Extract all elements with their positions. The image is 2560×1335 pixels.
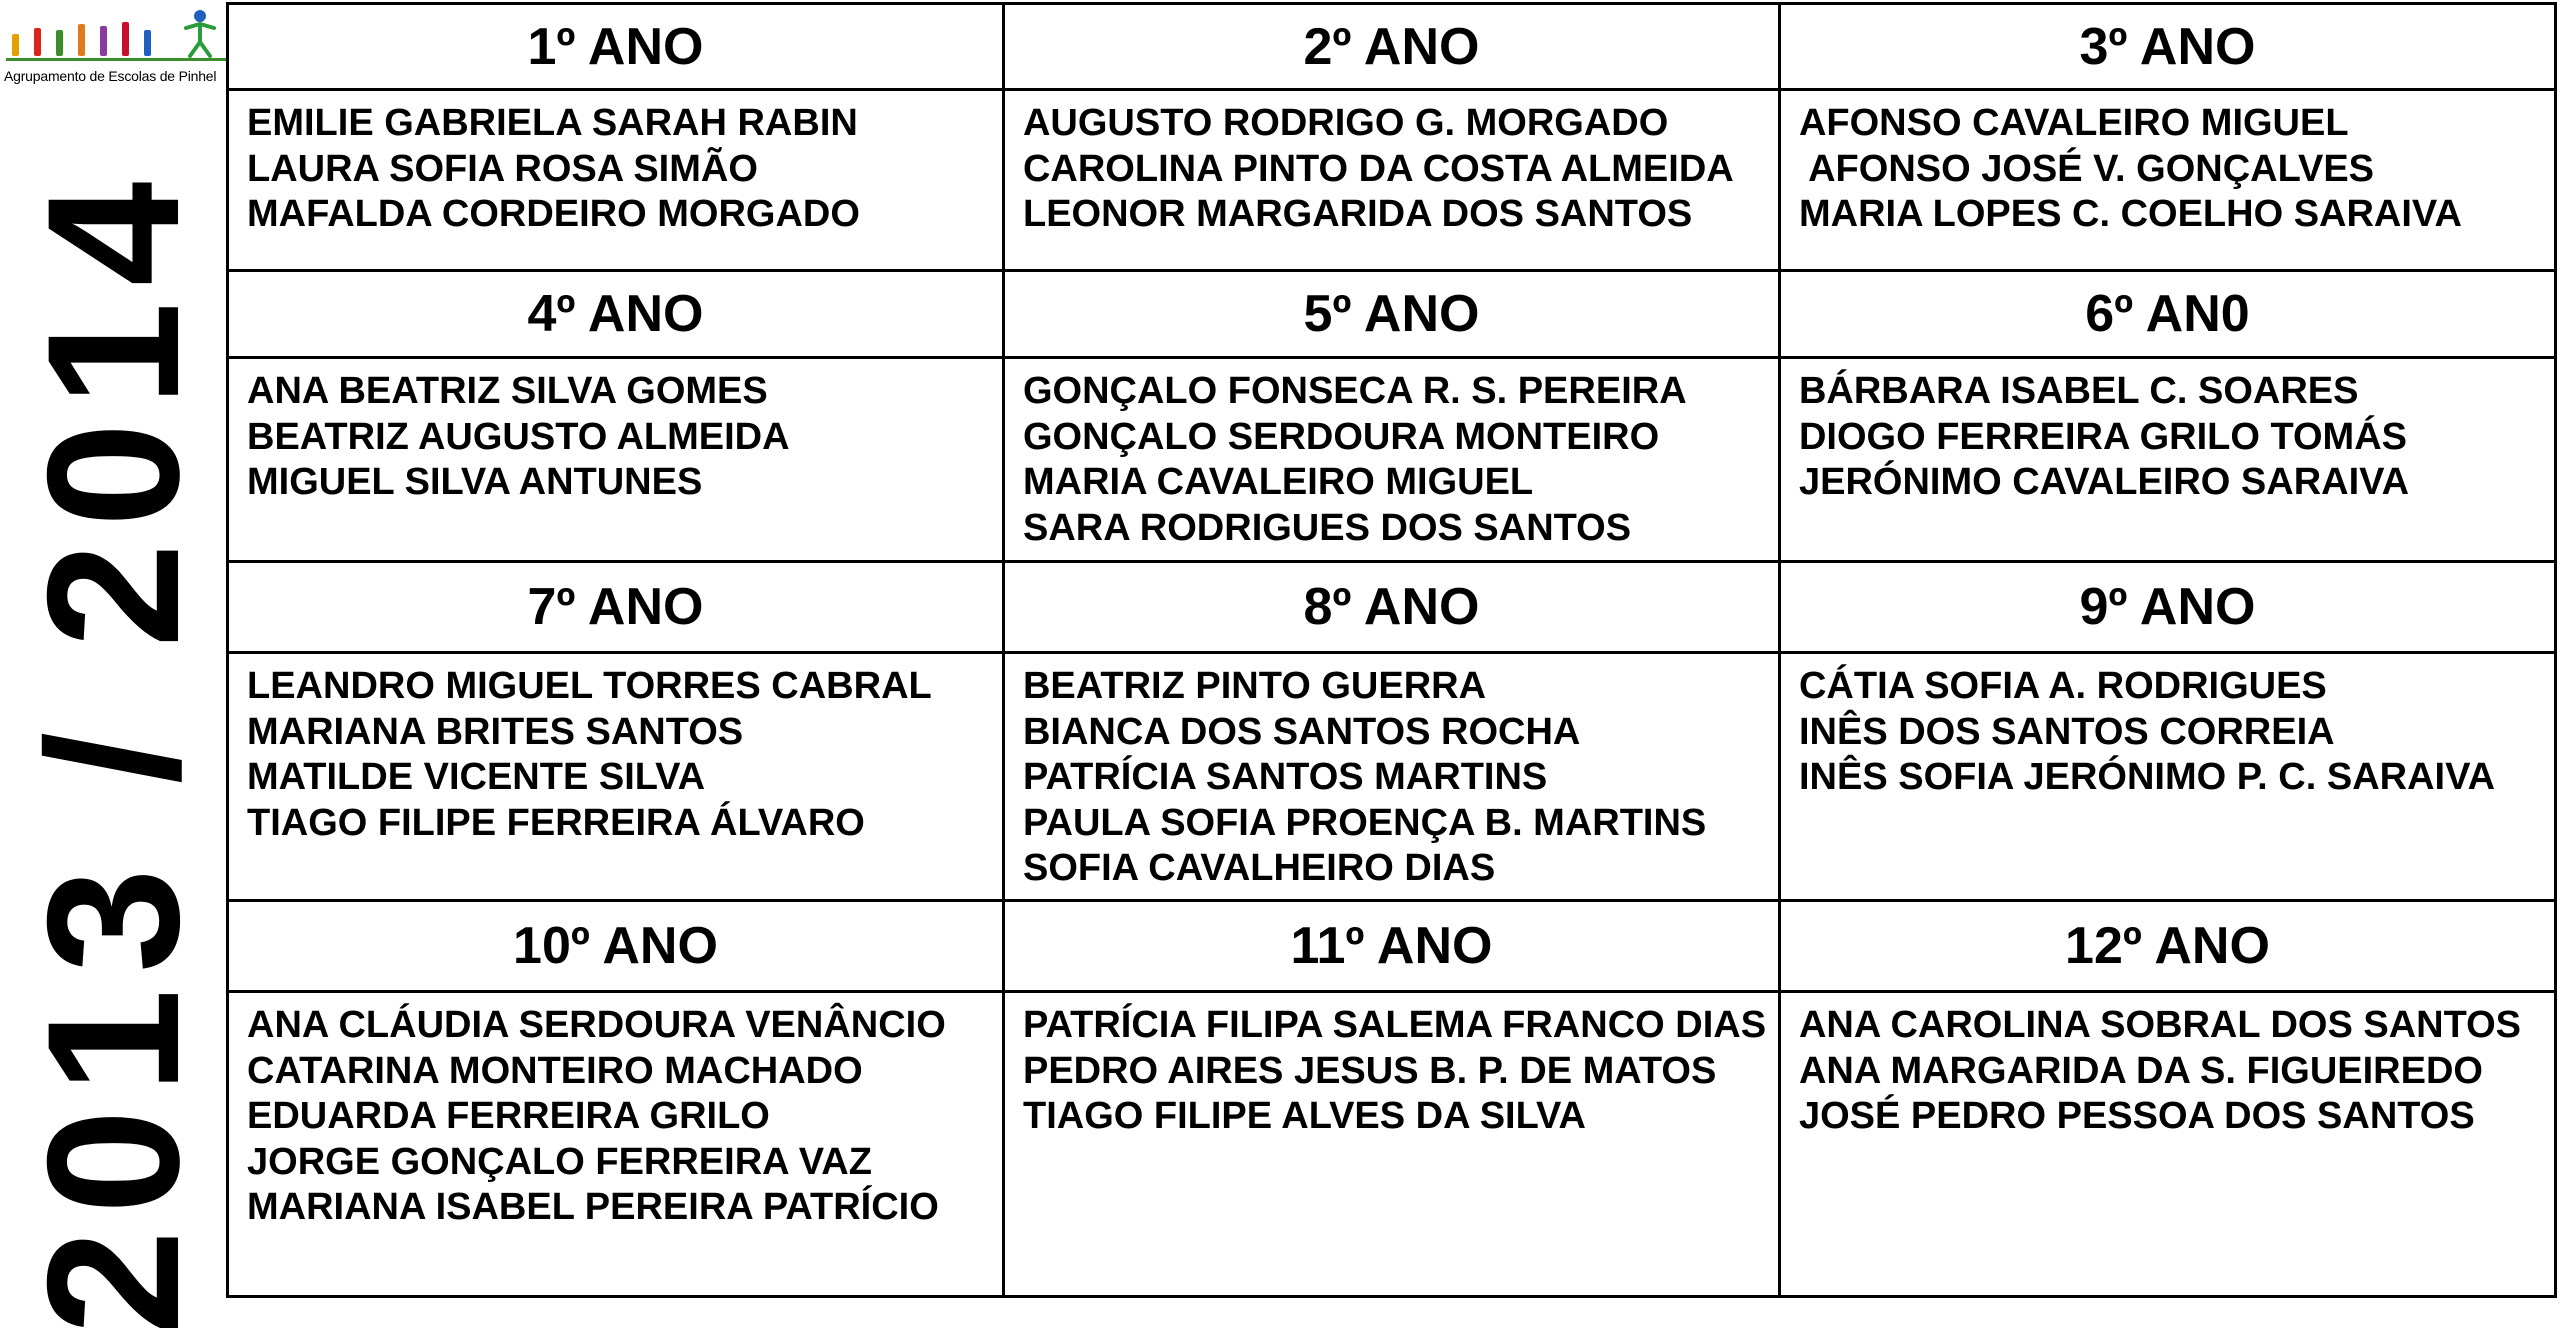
names-cell	[1003, 358, 1779, 562]
names-cell	[228, 90, 1004, 271]
student-name: ANA CLÁUDIA SERDOURA VENÂNCIO	[247, 1004, 946, 1046]
names-cell	[1003, 992, 1779, 1297]
student-name: EMILIE GABRIELA SARAH RABIN	[247, 102, 858, 144]
student-list	[1781, 654, 2554, 801]
student-name: LAURA SOFIA ROSA SIMÃO	[247, 147, 758, 190]
student-name: AFONSO CAVALEIRO MIGUEL	[1798, 102, 2349, 144]
student-name: TIAGO FILIPE FERREIRA ÁLVARO	[247, 801, 865, 844]
student-name: INÊS DOS SANTOS CORREIA	[1798, 710, 2335, 753]
student-name: LEANDRO MIGUEL TORRES CABRAL	[247, 665, 932, 707]
student-name: AUGUSTO RODRIGO G. MORGADO	[1022, 102, 1669, 144]
student-list	[229, 359, 1002, 506]
grade-header-row	[228, 271, 2556, 358]
student-name: INÊS SOFIA JERÓNIMO P. C. SARAIVA	[1798, 756, 2496, 798]
names-cell	[1779, 90, 2555, 271]
student-list	[1005, 359, 1778, 551]
student-name: CATARINA MONTEIRO MACHADO	[247, 1049, 863, 1092]
student-name: MARIA LOPES C. COELHO SARAIVA	[1798, 193, 2462, 235]
student-name: CAROLINA PINTO DA COSTA ALMEIDA	[1022, 147, 1734, 190]
student-name: EDUARDA FERREIRA GRILO	[247, 1095, 770, 1137]
awards-table	[226, 2, 2557, 1298]
student-name: ANA BEATRIZ SILVA GOMES	[247, 370, 768, 412]
grade-header-row	[228, 562, 2556, 653]
student-name: GONÇALO FONSECA R. S. PEREIRA	[1022, 370, 1687, 412]
student-name: PATRÍCIA SANTOS MARTINS	[1022, 756, 1548, 798]
grade-title: 6º AN0	[1779, 271, 2555, 358]
student-name: MATILDE VICENTE SILVA	[247, 756, 706, 798]
grade-title: 2º ANO	[1003, 4, 1779, 90]
student-name: SOFIA CAVALHEIRO DIAS	[1022, 847, 1496, 889]
student-name: CÁTIA SOFIA A. RODRIGUES	[1798, 665, 2327, 707]
names-row	[228, 653, 2556, 901]
school-logo	[0, 0, 226, 90]
names-cell	[1779, 992, 2555, 1297]
pencils-logo-icon	[6, 6, 226, 66]
student-name: TIAGO FILIPE ALVES DA SILVA	[1022, 1095, 1586, 1137]
names-row	[228, 90, 2556, 271]
student-name: JOSÉ PEDRO PESSOA DOS SANTOS	[1798, 1095, 2475, 1137]
grade-title: 12º ANO	[1779, 901, 2555, 992]
names-cell	[1779, 653, 2555, 901]
grade-header-row	[228, 901, 2556, 992]
school-year-text: 2013 / 2014	[8, 165, 218, 1335]
names-cell	[228, 653, 1004, 901]
student-name: DIOGO FERREIRA GRILO TOMÁS	[1798, 415, 2407, 458]
student-list	[1781, 993, 2554, 1140]
names-row	[228, 992, 2556, 1297]
student-name: ANA CAROLINA SOBRAL DOS SANTOS	[1798, 1004, 2522, 1046]
grade-title: 4º ANO	[228, 271, 1004, 358]
grade-title: 7º ANO	[228, 562, 1004, 653]
grade-title: 5º ANO	[1003, 271, 1779, 358]
student-name: JERÓNIMO CAVALEIRO SARAIVA	[1798, 461, 2410, 503]
student-name: BÁRBARA ISABEL C. SOARES	[1798, 370, 2359, 412]
student-list	[1005, 654, 1778, 892]
student-name: AFONSO JOSÉ V. GONÇALVES	[1798, 147, 2375, 190]
student-list	[1781, 91, 2554, 238]
names-cell	[1003, 653, 1779, 901]
student-name: LEONOR MARGARIDA DOS SANTOS	[1022, 193, 1693, 235]
grade-header-row	[228, 4, 2556, 90]
student-name: MARIA CAVALEIRO MIGUEL	[1022, 461, 1534, 503]
names-cell	[1779, 358, 2555, 562]
student-name: BEATRIZ PINTO GUERRA	[1022, 665, 1487, 707]
student-name: MARIANA ISABEL PEREIRA PATRÍCIO	[247, 1186, 939, 1228]
grade-title: 11º ANO	[1003, 901, 1779, 992]
names-cell	[228, 992, 1004, 1297]
names-cell	[228, 358, 1004, 562]
student-name: PEDRO AIRES JESUS B. P. DE MATOS	[1022, 1049, 1717, 1092]
student-list	[229, 91, 1002, 238]
student-list	[1005, 993, 1778, 1140]
grade-title: 3º ANO	[1779, 4, 2555, 90]
student-name: GONÇALO SERDOURA MONTEIRO	[1022, 415, 1660, 458]
student-list	[1005, 91, 1778, 238]
grade-title: 9º ANO	[1779, 562, 2555, 653]
student-name: BIANCA DOS SANTOS ROCHA	[1022, 710, 1581, 753]
names-row	[228, 358, 2556, 562]
student-name: ANA MARGARIDA DA S. FIGUEIREDO	[1798, 1049, 2483, 1092]
student-name: SARA RODRIGUES DOS SANTOS	[1022, 506, 1632, 549]
student-name: PAULA SOFIA PROENÇA B. MARTINS	[1022, 801, 1707, 844]
student-list	[229, 654, 1002, 846]
school-year-banner	[0, 90, 226, 1335]
names-cell	[1003, 90, 1779, 271]
student-list	[1781, 359, 2554, 506]
student-name: BEATRIZ AUGUSTO ALMEIDA	[247, 415, 790, 458]
grade-title: 1º ANO	[228, 4, 1004, 90]
student-name: MAFALDA CORDEIRO MORGADO	[247, 193, 860, 235]
logo-caption: Agrupamento de Escolas de Pinhel	[4, 68, 217, 84]
student-name: MARIANA BRITES SANTOS	[247, 710, 744, 753]
grade-title: 10º ANO	[228, 901, 1004, 992]
grade-title: 8º ANO	[1003, 562, 1779, 653]
student-name: MIGUEL SILVA ANTUNES	[247, 461, 703, 503]
student-list	[229, 993, 1002, 1231]
student-name: PATRÍCIA FILIPA SALEMA FRANCO DIAS	[1022, 1004, 1767, 1046]
student-name: JORGE GONÇALO FERREIRA VAZ	[247, 1140, 872, 1183]
